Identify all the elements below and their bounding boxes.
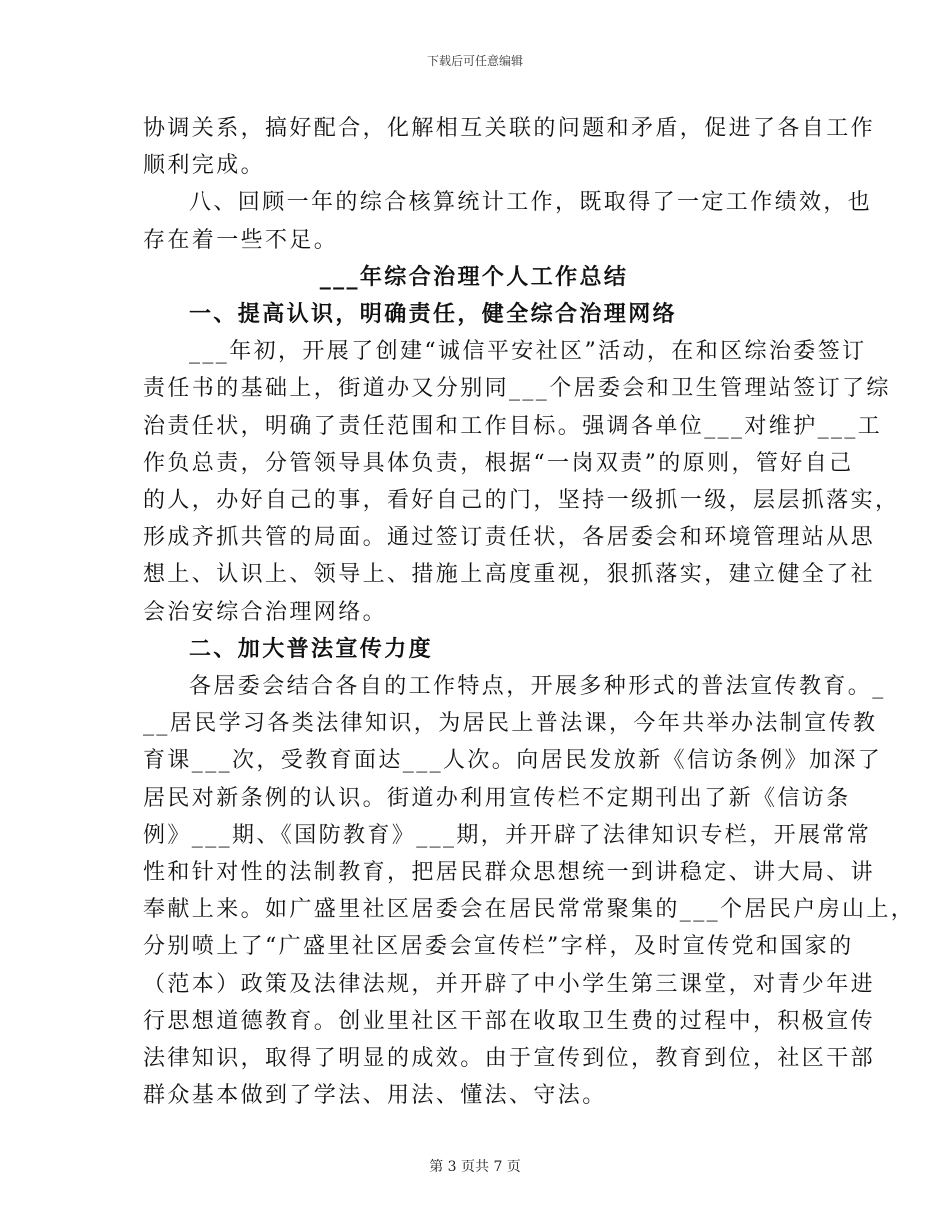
paragraph-line: 居民对新条例的认识。街道办利用宣传栏不定期刊出了新《信访条 bbox=[143, 785, 851, 811]
paragraph-line: （范本）政策及法律法规，并开辟了中小学生第三课堂，对青少年进 bbox=[143, 971, 876, 997]
paragraph-line: 治责任状，明确了责任范围和工作目标。强调各单位___对维护___工 bbox=[143, 413, 883, 439]
paragraph-line: 群众基本做到了学法、用法、懂法、守法。 bbox=[143, 1083, 607, 1109]
paragraph-line: ___年初，开展了创建“诚信平安社区”活动，在和区综治委签订 bbox=[189, 339, 867, 365]
paragraph-line: 会治安综合治理网络。 bbox=[143, 599, 388, 625]
paragraph-line: 性和针对性的法制教育，把居民群众思想统一到讲稳定、讲大局、讲 bbox=[143, 860, 876, 886]
paragraph-line: 形成齐抓共管的局面。通过签订责任状，各居委会和环境管理站从思 bbox=[143, 525, 876, 551]
section-heading: 一、提高认识，明确责任，健全综合治理网络 bbox=[189, 301, 678, 328]
paragraph-line: 责任书的基础上，街道办又分别同___个居委会和卫生管理站签订了综 bbox=[143, 376, 891, 402]
paragraph-line: 协调关系，搞好配合，化解相互关联的问题和矛盾，促进了各自工作 bbox=[143, 116, 876, 141]
paragraph-line: 奉献上来。如广盛里社区居委会在居民常常聚集的___个居民户房山上， bbox=[143, 897, 916, 923]
paragraph-line: 八、回顾一年的综合核算统计工作，既取得了一定工作绩效，也 bbox=[189, 190, 873, 216]
paragraph-line: 育课___次，受教育面达___人次。向居民发放新《信访条例》加深了 bbox=[143, 748, 883, 774]
paragraph-line: 行思想道德教育。创业里社区干部在收取卫生费的过程中，积极宣传 bbox=[143, 1008, 876, 1034]
page-footer: 第 3 页共 7 页 bbox=[429, 1159, 521, 1175]
document-body bbox=[143, 110, 916, 1114]
paragraph-line: 存在着一些不足。 bbox=[143, 227, 339, 253]
paragraph-line: 作负总责，分管领导具体负责，根据“一岗双责”的原则，管好自己 bbox=[143, 450, 854, 476]
document-title: ___年综合治理个人工作总结 bbox=[319, 263, 629, 290]
paragraph-line: 分别喷上了“广盛里社区居委会宣传栏”字样，及时宣传党和国家的 bbox=[143, 934, 854, 960]
paragraph-line: 各居委会结合各自的工作特点，开展多种形式的普法宣传教育。_ bbox=[189, 674, 886, 700]
paragraph-line: 例》___期、《国防教育》___期，并开辟了法律知识专栏，开展常常 bbox=[143, 822, 872, 848]
paragraph-line: 顺利完成。 bbox=[143, 153, 266, 179]
section-heading: 二、加大普法宣传力度 bbox=[189, 635, 434, 662]
page-header: 下载后可任意编辑 bbox=[426, 54, 523, 68]
paragraph-line: 法律知识，取得了明显的成效。由于宣传到位，教育到位，社区干部 bbox=[143, 1046, 876, 1072]
paragraph-line: __居民学习各类法律知识，为居民上普法课，今年共举办法制宣传教 bbox=[143, 711, 878, 737]
paragraph-line: 想上、认识上、领导上、措施上高度重视，狠抓落实，建立健全了社 bbox=[143, 562, 876, 588]
paragraph-line: 的人，办好自己的事，看好自己的门，坚持一级抓一级，层层抓落实， bbox=[143, 488, 900, 514]
